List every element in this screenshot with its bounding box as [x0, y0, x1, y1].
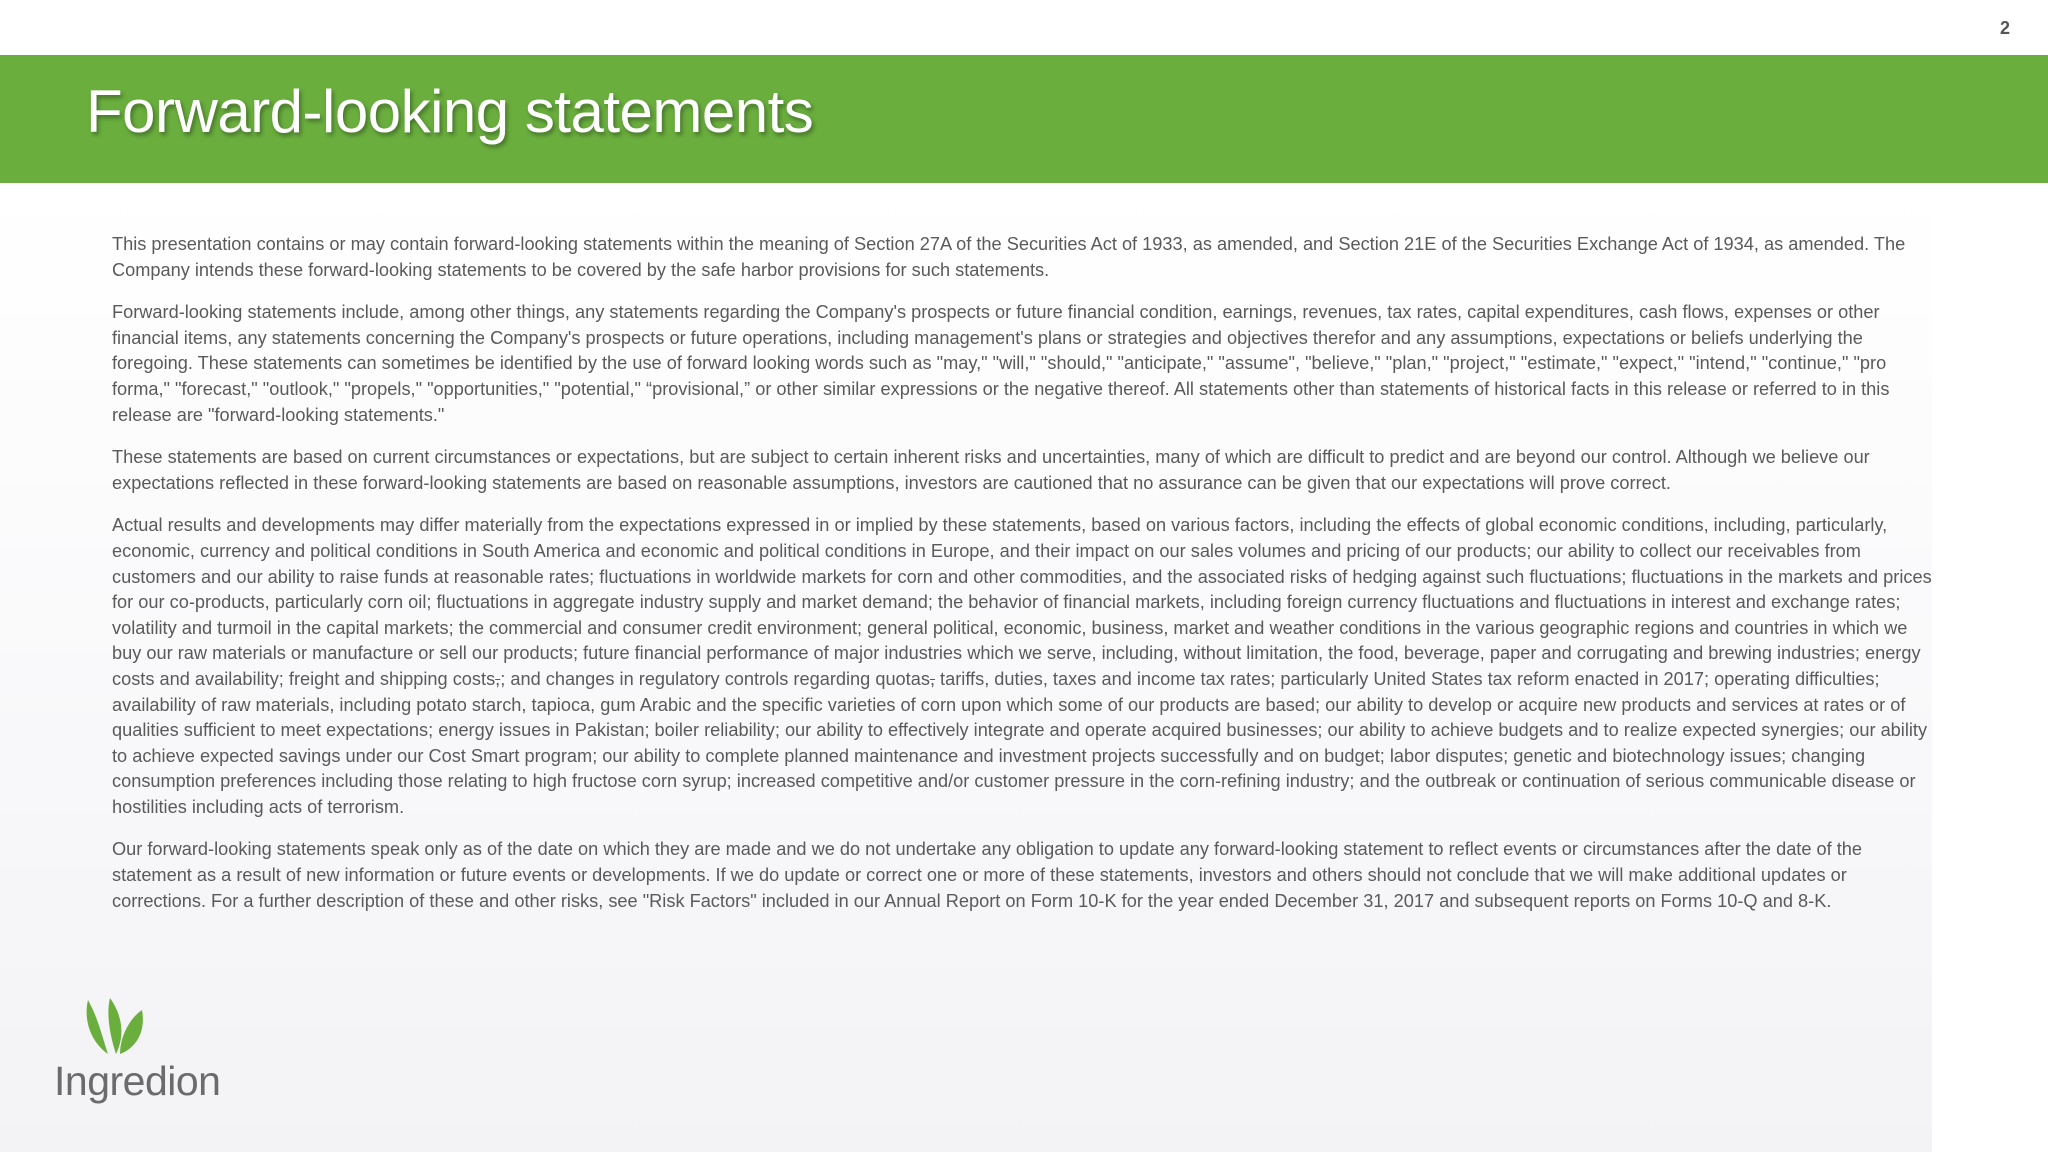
page-number: 2 — [1999, 18, 2010, 38]
leaf-icon — [80, 996, 150, 1058]
factors-text-3: tariffs, duties, taxes and income tax rates; particularly United States tax reform enacted in 2017; operating difficulties; availability of raw materials, including potato starch, tapioca, gum Arabic and the specific varieties of corn upon which some of our products are based; our ability to develop or acquire new products and services at rates or of qualities sufficient to meet expectations; energy issues in Pakistan; boiler reliability; our ability to effectively integrate and operate acquired businesses; our ability to achieve budgets and to realize expected synergies; our ability to achieve expected savings under our Cost Smart program; our ability to complete planned maintenance and investment projects successfully and on budget; labor disputes; genetic and biotechnology issues; changing consumption preferences including those relating to high fructose corn syrup; increased competitive and/or customer pressure in the corn-refining industry; and the outbreak or continuation of serious communicable disease or hostilities including acts of terrorism. — [112, 668, 1928, 817]
struck-comma-2: , — [929, 668, 935, 689]
ingredion-logo — [54, 996, 234, 1116]
title-band — [0, 55, 2048, 183]
factors-text-2: ; and changes in regulatory controls regarding quotas — [500, 668, 930, 689]
paragraph-updates: Our forward-looking statements speak only as of the date on which they are made and we do not undertake any obligation to update any forward-looking statement to reflect events or circumstances after the date of the statement as a result of new information or future events or developments. If we do update or correct one or more of these statements, investors and others should not conclude that we will make additional updates or corrections. For a further description of these and other risks, see "Risk Factors" included in our Annual Report on Form 10-K for the year ended December 31, 2017 and subsequent reports on Forms 10-Q and 8-K. — [112, 839, 1863, 911]
factors-text-1: Actual results and developments may differ materially from the expectations expressed in or implied by these statements, based on various factors, including the effects of global economic conditions, including, particularly, economic, currency and political conditions in South America and economic and political conditions in Europe, and their impact on our sales volumes and pricing of our products; our ability to collect our receivables from customers and our ability to raise funds at reasonable rates; fluctuations in worldwide markets for corn and other commodities, and the associated risks of hedging against such fluctuations; fluctuations in the markets and prices for our co-products, particularly corn oil; fluctuations in aggregate industry supply and market demand; the behavior of financial markets, including foreign currency fluctuations and fluctuations in interest and exchange rates; volatility and turmoil in the capital markets; the commercial and consumer credit environment; general political, economic, business, market and weather conditions in the various geographic regions and countries in which we buy our raw materials or manufacture or sell our products; future financial performance of major industries which we serve, including, without limitation, the food, beverage, paper and corrugating and brewing industries; energy costs and availability; freight and shipping costs — [112, 515, 1932, 689]
slide-title: Forward-looking statements — [86, 78, 814, 145]
logo-wordmark: Ingredion — [54, 1058, 221, 1104]
paragraph-factors — [112, 513, 1932, 820]
struck-comma-1: , — [495, 668, 501, 689]
paragraph-definition: Forward-looking statements include, among other things, any statements regarding the Company's prospects or future financial condition, earnings, revenues, tax rates, capital expenditures, cash flows, expenses or other financial items, any statements concerning the Company's prospects or future operations, including management's plans or strategies and objectives therefor and any assumptions, expectations or beliefs underlying the foregoing. These statements can sometimes be identified by the use of forward looking words such as "may," "will," "should," "anticipate," "assume", "believe," "plan," "project," "estimate," "expect," "intend," "continue," "pro forma," "forecast," "outlook," "propels," "opportunities," "potential," “provisional,” or other similar expressions or the negative thereof. All statements other than statements of historical facts in this release or referred to in this release are "forward-looking statements." — [112, 302, 1890, 425]
paragraph-risks: These statements are based on current circumstances or expectations, but are subject to certain inherent risks and uncertainties, many of which are difficult to predict and are beyond our control. Although we believe our expectations reflected in these forward-looking statements are based on reasonable assumptions, investors are cautioned that no assurance can be given that our expectations will prove correct. — [112, 447, 1870, 493]
disclaimer-body — [112, 232, 1932, 931]
paragraph-intro: This presentation contains or may contain forward-looking statements within the meaning of Section 27A of the Securities Act of 1933, as amended, and Section 21E of the Securities Exchange Act of 1934, as amended. The Company intends these forward-looking statements to be covered by the safe harbor provisions for such statements. — [112, 234, 1906, 280]
